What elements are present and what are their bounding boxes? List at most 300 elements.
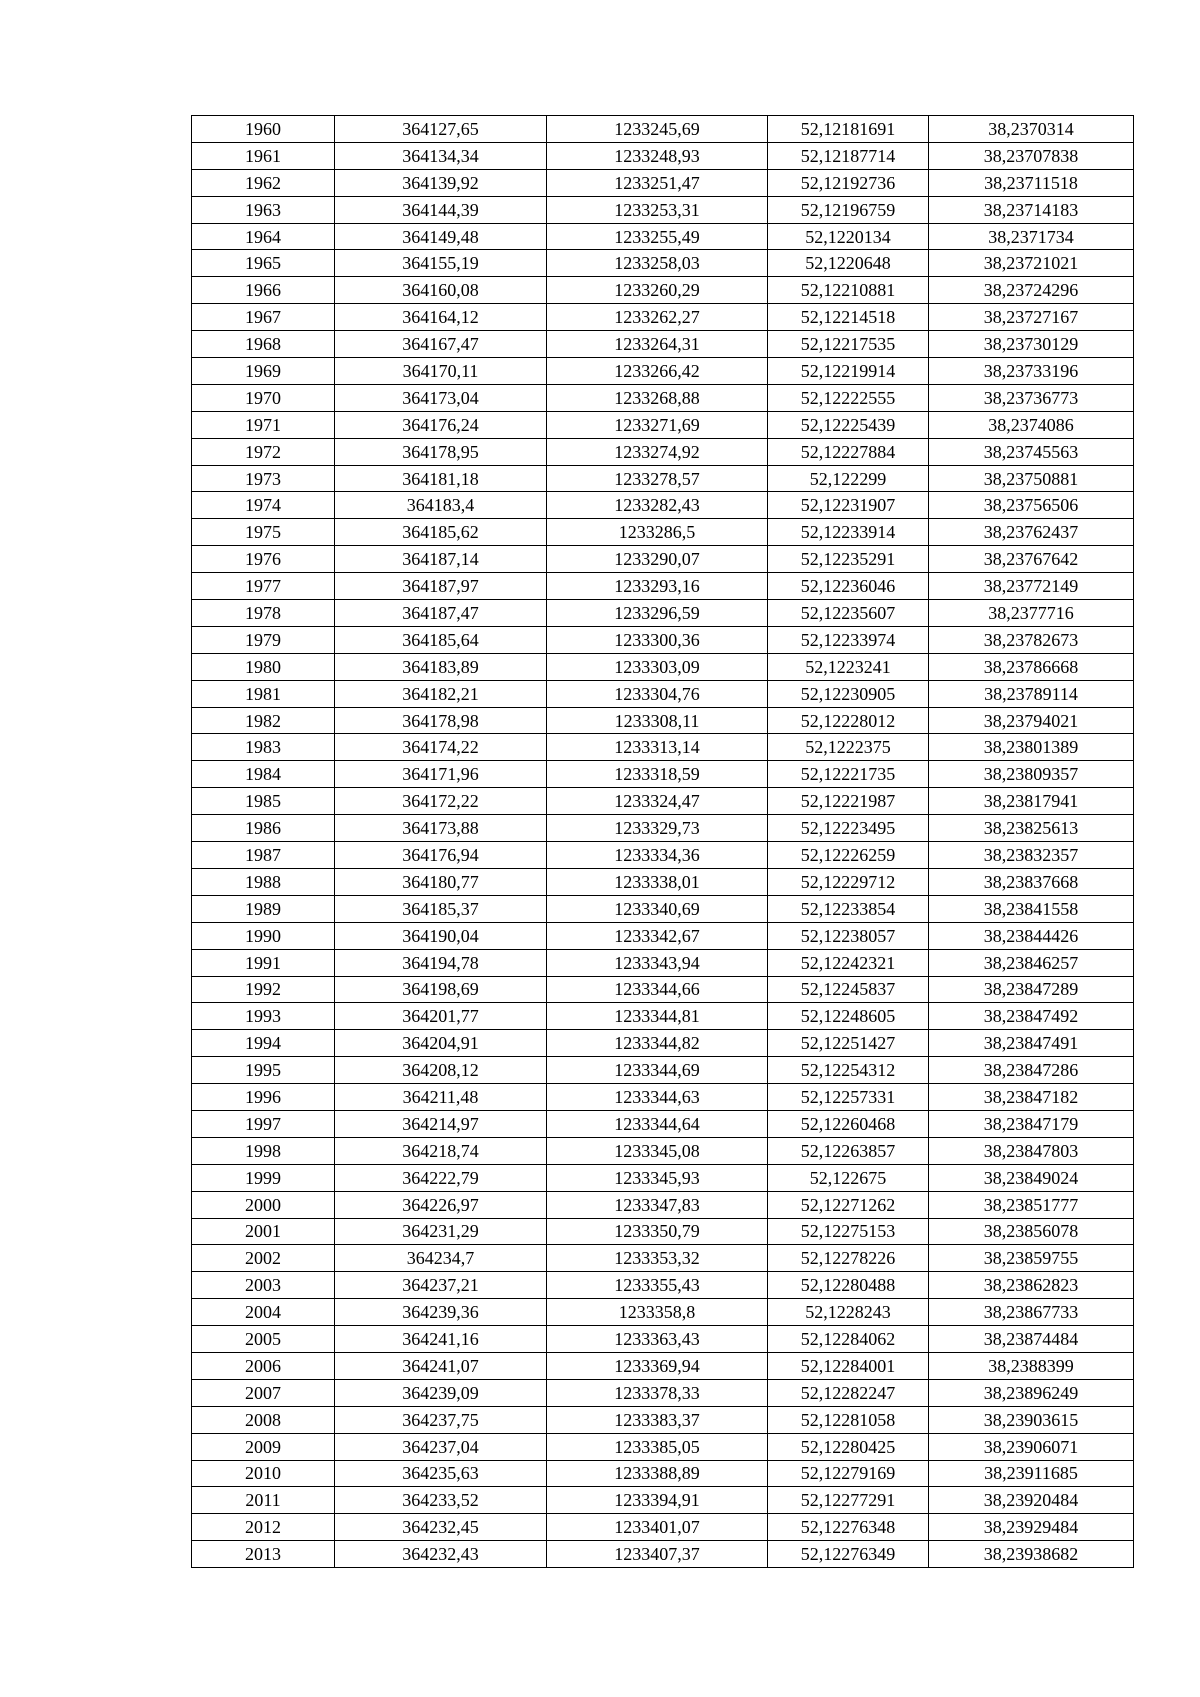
longitude-cell: 38,23911685 [929, 1460, 1134, 1487]
x-coordinate-cell: 364187,47 [335, 600, 547, 627]
x-coordinate-cell: 364185,62 [335, 519, 547, 546]
table-row [192, 1084, 1134, 1111]
y-coordinate-cell: 1233303,09 [547, 653, 768, 680]
longitude-cell: 38,23851777 [929, 1191, 1134, 1218]
table-row [192, 842, 1134, 869]
y-coordinate-cell: 1233340,69 [547, 895, 768, 922]
year-cell: 1982 [192, 707, 335, 734]
latitude-cell: 52,122299 [768, 465, 929, 492]
table-row [192, 868, 1134, 895]
year-cell: 1978 [192, 600, 335, 627]
longitude-cell: 38,23724296 [929, 277, 1134, 304]
table-row [192, 304, 1134, 331]
y-coordinate-cell: 1233251,47 [547, 169, 768, 196]
year-cell: 1989 [192, 895, 335, 922]
y-coordinate-cell: 1233274,92 [547, 438, 768, 465]
longitude-cell: 38,2377716 [929, 600, 1134, 627]
year-cell: 1985 [192, 788, 335, 815]
longitude-cell: 38,23862823 [929, 1272, 1134, 1299]
x-coordinate-cell: 364181,18 [335, 465, 547, 492]
longitude-cell: 38,23837668 [929, 868, 1134, 895]
table-row [192, 1326, 1134, 1353]
y-coordinate-cell: 1233329,73 [547, 815, 768, 842]
longitude-cell: 38,23750881 [929, 465, 1134, 492]
y-coordinate-cell: 1233353,32 [547, 1245, 768, 1272]
latitude-cell: 52,1222375 [768, 734, 929, 761]
table-row [192, 1191, 1134, 1218]
x-coordinate-cell: 364190,04 [335, 922, 547, 949]
table-row [192, 1433, 1134, 1460]
y-coordinate-cell: 1233334,36 [547, 842, 768, 869]
latitude-cell: 52,12276348 [768, 1514, 929, 1541]
x-coordinate-cell: 364231,29 [335, 1218, 547, 1245]
y-coordinate-cell: 1233260,29 [547, 277, 768, 304]
year-cell: 2005 [192, 1326, 335, 1353]
x-coordinate-cell: 364164,12 [335, 304, 547, 331]
x-coordinate-cell: 364198,69 [335, 976, 547, 1003]
table-row [192, 519, 1134, 546]
latitude-cell: 52,12196759 [768, 196, 929, 223]
year-cell: 1994 [192, 1030, 335, 1057]
y-coordinate-cell: 1233342,67 [547, 922, 768, 949]
x-coordinate-cell: 364171,96 [335, 761, 547, 788]
latitude-cell: 52,12284001 [768, 1352, 929, 1379]
latitude-cell: 52,12229712 [768, 868, 929, 895]
table-row [192, 573, 1134, 600]
year-cell: 1984 [192, 761, 335, 788]
x-coordinate-cell: 364226,97 [335, 1191, 547, 1218]
longitude-cell: 38,23847286 [929, 1057, 1134, 1084]
y-coordinate-cell: 1233343,94 [547, 949, 768, 976]
table-row [192, 976, 1134, 1003]
latitude-cell: 52,12227884 [768, 438, 929, 465]
longitude-cell: 38,23847491 [929, 1030, 1134, 1057]
y-coordinate-cell: 1233338,01 [547, 868, 768, 895]
table-row [192, 922, 1134, 949]
x-coordinate-cell: 364176,24 [335, 411, 547, 438]
latitude-cell: 52,12181691 [768, 116, 929, 143]
longitude-cell: 38,2370314 [929, 116, 1134, 143]
year-cell: 1980 [192, 653, 335, 680]
x-coordinate-cell: 364232,43 [335, 1541, 547, 1568]
x-coordinate-cell: 364172,22 [335, 788, 547, 815]
y-coordinate-cell: 1233264,31 [547, 331, 768, 358]
y-coordinate-cell: 1233394,91 [547, 1487, 768, 1514]
x-coordinate-cell: 364237,04 [335, 1433, 547, 1460]
table-row [192, 1245, 1134, 1272]
latitude-cell: 52,12271262 [768, 1191, 929, 1218]
x-coordinate-cell: 364144,39 [335, 196, 547, 223]
longitude-cell: 38,23849024 [929, 1164, 1134, 1191]
longitude-cell: 38,23756506 [929, 492, 1134, 519]
year-cell: 1975 [192, 519, 335, 546]
latitude-cell: 52,12233974 [768, 626, 929, 653]
longitude-cell: 38,23809357 [929, 761, 1134, 788]
year-cell: 1960 [192, 116, 335, 143]
longitude-cell: 38,23856078 [929, 1218, 1134, 1245]
latitude-cell: 52,12217535 [768, 331, 929, 358]
table-row [192, 1110, 1134, 1137]
table-row [192, 1164, 1134, 1191]
year-cell: 1961 [192, 142, 335, 169]
x-coordinate-cell: 364155,19 [335, 250, 547, 277]
x-coordinate-cell: 364235,63 [335, 1460, 547, 1487]
table-row [192, 465, 1134, 492]
y-coordinate-cell: 1233271,69 [547, 411, 768, 438]
y-coordinate-cell: 1233308,11 [547, 707, 768, 734]
latitude-cell: 52,12236046 [768, 573, 929, 600]
year-cell: 1965 [192, 250, 335, 277]
y-coordinate-cell: 1233388,89 [547, 1460, 768, 1487]
latitude-cell: 52,12225439 [768, 411, 929, 438]
longitude-cell: 38,23782673 [929, 626, 1134, 653]
table-row [192, 734, 1134, 761]
table-row [192, 331, 1134, 358]
year-cell: 1974 [192, 492, 335, 519]
year-cell: 1970 [192, 384, 335, 411]
longitude-cell: 38,23896249 [929, 1379, 1134, 1406]
x-coordinate-cell: 364170,11 [335, 358, 547, 385]
longitude-cell: 38,2371734 [929, 223, 1134, 250]
table-row [192, 1541, 1134, 1568]
x-coordinate-cell: 364201,77 [335, 1003, 547, 1030]
year-cell: 1968 [192, 331, 335, 358]
latitude-cell: 52,12277291 [768, 1487, 929, 1514]
latitude-cell: 52,1223241 [768, 653, 929, 680]
latitude-cell: 52,1220134 [768, 223, 929, 250]
longitude-cell: 38,23772149 [929, 573, 1134, 600]
table-row [192, 1272, 1134, 1299]
year-cell: 1962 [192, 169, 335, 196]
year-cell: 1963 [192, 196, 335, 223]
x-coordinate-cell: 364149,48 [335, 223, 547, 250]
y-coordinate-cell: 1233363,43 [547, 1326, 768, 1353]
x-coordinate-cell: 364233,52 [335, 1487, 547, 1514]
y-coordinate-cell: 1233293,16 [547, 573, 768, 600]
year-cell: 2003 [192, 1272, 335, 1299]
y-coordinate-cell: 1233266,42 [547, 358, 768, 385]
latitude-cell: 52,12233914 [768, 519, 929, 546]
table-row [192, 277, 1134, 304]
latitude-cell: 52,12210881 [768, 277, 929, 304]
latitude-cell: 52,12187714 [768, 142, 929, 169]
year-cell: 2009 [192, 1433, 335, 1460]
latitude-cell: 52,12219914 [768, 358, 929, 385]
year-cell: 1998 [192, 1137, 335, 1164]
year-cell: 1987 [192, 842, 335, 869]
latitude-cell: 52,12228012 [768, 707, 929, 734]
year-cell: 1977 [192, 573, 335, 600]
y-coordinate-cell: 1233344,69 [547, 1057, 768, 1084]
table-row [192, 411, 1134, 438]
latitude-cell: 52,12214518 [768, 304, 929, 331]
latitude-cell: 52,12221987 [768, 788, 929, 815]
x-coordinate-cell: 364167,47 [335, 331, 547, 358]
year-cell: 1971 [192, 411, 335, 438]
y-coordinate-cell: 1233347,83 [547, 1191, 768, 1218]
latitude-cell: 52,1220648 [768, 250, 929, 277]
x-coordinate-cell: 364241,16 [335, 1326, 547, 1353]
longitude-cell: 38,23789114 [929, 680, 1134, 707]
table-row [192, 1003, 1134, 1030]
longitude-cell: 38,23786668 [929, 653, 1134, 680]
y-coordinate-cell: 1233385,05 [547, 1433, 768, 1460]
latitude-cell: 52,12251427 [768, 1030, 929, 1057]
table-row [192, 358, 1134, 385]
latitude-cell: 52,12279169 [768, 1460, 929, 1487]
y-coordinate-cell: 1233383,37 [547, 1406, 768, 1433]
table-row [192, 1487, 1134, 1514]
latitude-cell: 52,12221735 [768, 761, 929, 788]
latitude-cell: 52,12230905 [768, 680, 929, 707]
longitude-cell: 38,23711518 [929, 169, 1134, 196]
latitude-cell: 52,12231907 [768, 492, 929, 519]
y-coordinate-cell: 1233262,27 [547, 304, 768, 331]
y-coordinate-cell: 1233296,59 [547, 600, 768, 627]
latitude-cell: 52,12257331 [768, 1084, 929, 1111]
longitude-cell: 38,23794021 [929, 707, 1134, 734]
year-cell: 2002 [192, 1245, 335, 1272]
x-coordinate-cell: 364174,22 [335, 734, 547, 761]
latitude-cell: 52,12233854 [768, 895, 929, 922]
longitude-cell: 38,23846257 [929, 949, 1134, 976]
year-cell: 1976 [192, 546, 335, 573]
year-cell: 1990 [192, 922, 335, 949]
year-cell: 1988 [192, 868, 335, 895]
y-coordinate-cell: 1233324,47 [547, 788, 768, 815]
table-row [192, 788, 1134, 815]
table-row [192, 1057, 1134, 1084]
y-coordinate-cell: 1233345,93 [547, 1164, 768, 1191]
y-coordinate-cell: 1233355,43 [547, 1272, 768, 1299]
longitude-cell: 38,23847492 [929, 1003, 1134, 1030]
y-coordinate-cell: 1233282,43 [547, 492, 768, 519]
latitude-cell: 52,1228243 [768, 1299, 929, 1326]
longitude-cell: 38,23817941 [929, 788, 1134, 815]
year-cell: 2013 [192, 1541, 335, 1568]
year-cell: 2007 [192, 1379, 335, 1406]
latitude-cell: 52,12248605 [768, 1003, 929, 1030]
x-coordinate-cell: 364239,36 [335, 1299, 547, 1326]
y-coordinate-cell: 1233344,63 [547, 1084, 768, 1111]
latitude-cell: 52,12276349 [768, 1541, 929, 1568]
latitude-cell: 52,12280488 [768, 1272, 929, 1299]
x-coordinate-cell: 364185,64 [335, 626, 547, 653]
y-coordinate-cell: 1233245,69 [547, 116, 768, 143]
longitude-cell: 38,23841558 [929, 895, 1134, 922]
x-coordinate-cell: 364214,97 [335, 1110, 547, 1137]
longitude-cell: 38,23727167 [929, 304, 1134, 331]
x-coordinate-cell: 364160,08 [335, 277, 547, 304]
longitude-cell: 38,23762437 [929, 519, 1134, 546]
table-row [192, 1352, 1134, 1379]
table-row [192, 761, 1134, 788]
x-coordinate-cell: 364173,04 [335, 384, 547, 411]
table-row [192, 1460, 1134, 1487]
y-coordinate-cell: 1233313,14 [547, 734, 768, 761]
table-row [192, 1030, 1134, 1057]
longitude-cell: 38,23707838 [929, 142, 1134, 169]
y-coordinate-cell: 1233350,79 [547, 1218, 768, 1245]
x-coordinate-cell: 364234,7 [335, 1245, 547, 1272]
latitude-cell: 52,12235607 [768, 600, 929, 627]
y-coordinate-cell: 1233344,64 [547, 1110, 768, 1137]
x-coordinate-cell: 364173,88 [335, 815, 547, 842]
latitude-cell: 52,12284062 [768, 1326, 929, 1353]
longitude-cell: 38,23847179 [929, 1110, 1134, 1137]
year-cell: 1986 [192, 815, 335, 842]
x-coordinate-cell: 364178,98 [335, 707, 547, 734]
table-row [192, 142, 1134, 169]
latitude-cell: 52,12254312 [768, 1057, 929, 1084]
y-coordinate-cell: 1233286,5 [547, 519, 768, 546]
year-cell: 2010 [192, 1460, 335, 1487]
x-coordinate-cell: 364208,12 [335, 1057, 547, 1084]
table-row [192, 1379, 1134, 1406]
latitude-cell: 52,12192736 [768, 169, 929, 196]
x-coordinate-cell: 364237,75 [335, 1406, 547, 1433]
latitude-cell: 52,12223495 [768, 815, 929, 842]
year-cell: 1981 [192, 680, 335, 707]
table-row [192, 680, 1134, 707]
table-row [192, 438, 1134, 465]
longitude-cell: 38,23847182 [929, 1084, 1134, 1111]
table-row [192, 1137, 1134, 1164]
longitude-cell: 38,23847803 [929, 1137, 1134, 1164]
year-cell: 1983 [192, 734, 335, 761]
longitude-cell: 38,23903615 [929, 1406, 1134, 1433]
year-cell: 1973 [192, 465, 335, 492]
y-coordinate-cell: 1233248,93 [547, 142, 768, 169]
y-coordinate-cell: 1233369,94 [547, 1352, 768, 1379]
y-coordinate-cell: 1233304,76 [547, 680, 768, 707]
x-coordinate-cell: 364176,94 [335, 842, 547, 869]
year-cell: 2006 [192, 1352, 335, 1379]
year-cell: 2012 [192, 1514, 335, 1541]
table-row [192, 600, 1134, 627]
year-cell: 1972 [192, 438, 335, 465]
table-row [192, 116, 1134, 143]
year-cell: 1993 [192, 1003, 335, 1030]
latitude-cell: 52,12280425 [768, 1433, 929, 1460]
x-coordinate-cell: 364180,77 [335, 868, 547, 895]
year-cell: 2011 [192, 1487, 335, 1514]
y-coordinate-cell: 1233344,81 [547, 1003, 768, 1030]
latitude-cell: 52,122675 [768, 1164, 929, 1191]
longitude-cell: 38,23801389 [929, 734, 1134, 761]
latitude-cell: 52,12260468 [768, 1110, 929, 1137]
table-row [192, 196, 1134, 223]
x-coordinate-cell: 364222,79 [335, 1164, 547, 1191]
x-coordinate-cell: 364194,78 [335, 949, 547, 976]
longitude-cell: 38,2388399 [929, 1352, 1134, 1379]
latitude-cell: 52,12278226 [768, 1245, 929, 1272]
longitude-cell: 38,23906071 [929, 1433, 1134, 1460]
x-coordinate-cell: 364211,48 [335, 1084, 547, 1111]
y-coordinate-cell: 1233253,31 [547, 196, 768, 223]
table-row [192, 653, 1134, 680]
table-row [192, 1406, 1134, 1433]
x-coordinate-cell: 364127,65 [335, 116, 547, 143]
longitude-cell: 38,23929484 [929, 1514, 1134, 1541]
table-row [192, 169, 1134, 196]
table-row [192, 949, 1134, 976]
y-coordinate-cell: 1233344,66 [547, 976, 768, 1003]
year-cell: 1969 [192, 358, 335, 385]
y-coordinate-cell: 1233258,03 [547, 250, 768, 277]
year-cell: 2004 [192, 1299, 335, 1326]
y-coordinate-cell: 1233278,57 [547, 465, 768, 492]
latitude-cell: 52,12222555 [768, 384, 929, 411]
table-row [192, 250, 1134, 277]
longitude-cell: 38,23730129 [929, 331, 1134, 358]
table-row [192, 815, 1134, 842]
x-coordinate-cell: 364178,95 [335, 438, 547, 465]
table-row [192, 546, 1134, 573]
longitude-cell: 38,23847289 [929, 976, 1134, 1003]
y-coordinate-cell: 1233268,88 [547, 384, 768, 411]
y-coordinate-cell: 1233378,33 [547, 1379, 768, 1406]
longitude-cell: 38,23721021 [929, 250, 1134, 277]
table-row [192, 626, 1134, 653]
latitude-cell: 52,12275153 [768, 1218, 929, 1245]
data-table [191, 115, 1134, 1568]
longitude-cell: 38,23867733 [929, 1299, 1134, 1326]
x-coordinate-cell: 364139,92 [335, 169, 547, 196]
year-cell: 1979 [192, 626, 335, 653]
x-coordinate-cell: 364204,91 [335, 1030, 547, 1057]
year-cell: 2008 [192, 1406, 335, 1433]
latitude-cell: 52,12263857 [768, 1137, 929, 1164]
x-coordinate-cell: 364183,89 [335, 653, 547, 680]
latitude-cell: 52,12282247 [768, 1379, 929, 1406]
longitude-cell: 38,23859755 [929, 1245, 1134, 1272]
y-coordinate-cell: 1233344,82 [547, 1030, 768, 1057]
longitude-cell: 38,2374086 [929, 411, 1134, 438]
year-cell: 1995 [192, 1057, 335, 1084]
year-cell: 1964 [192, 223, 335, 250]
y-coordinate-cell: 1233318,59 [547, 761, 768, 788]
longitude-cell: 38,23844426 [929, 922, 1134, 949]
year-cell: 1967 [192, 304, 335, 331]
y-coordinate-cell: 1233358,8 [547, 1299, 768, 1326]
y-coordinate-cell: 1233290,07 [547, 546, 768, 573]
longitude-cell: 38,23920484 [929, 1487, 1134, 1514]
x-coordinate-cell: 364241,07 [335, 1352, 547, 1379]
table-row [192, 384, 1134, 411]
year-cell: 1991 [192, 949, 335, 976]
y-coordinate-cell: 1233401,07 [547, 1514, 768, 1541]
longitude-cell: 38,23825613 [929, 815, 1134, 842]
table-row [192, 1218, 1134, 1245]
y-coordinate-cell: 1233407,37 [547, 1541, 768, 1568]
latitude-cell: 52,12242321 [768, 949, 929, 976]
table-body [192, 116, 1134, 1568]
y-coordinate-cell: 1233255,49 [547, 223, 768, 250]
y-coordinate-cell: 1233300,36 [547, 626, 768, 653]
year-cell: 2000 [192, 1191, 335, 1218]
x-coordinate-cell: 364183,4 [335, 492, 547, 519]
x-coordinate-cell: 364134,34 [335, 142, 547, 169]
year-cell: 2001 [192, 1218, 335, 1245]
year-cell: 1966 [192, 277, 335, 304]
x-coordinate-cell: 364237,21 [335, 1272, 547, 1299]
latitude-cell: 52,12245837 [768, 976, 929, 1003]
longitude-cell: 38,23832357 [929, 842, 1134, 869]
longitude-cell: 38,23745563 [929, 438, 1134, 465]
latitude-cell: 52,12235291 [768, 546, 929, 573]
latitude-cell: 52,12238057 [768, 922, 929, 949]
